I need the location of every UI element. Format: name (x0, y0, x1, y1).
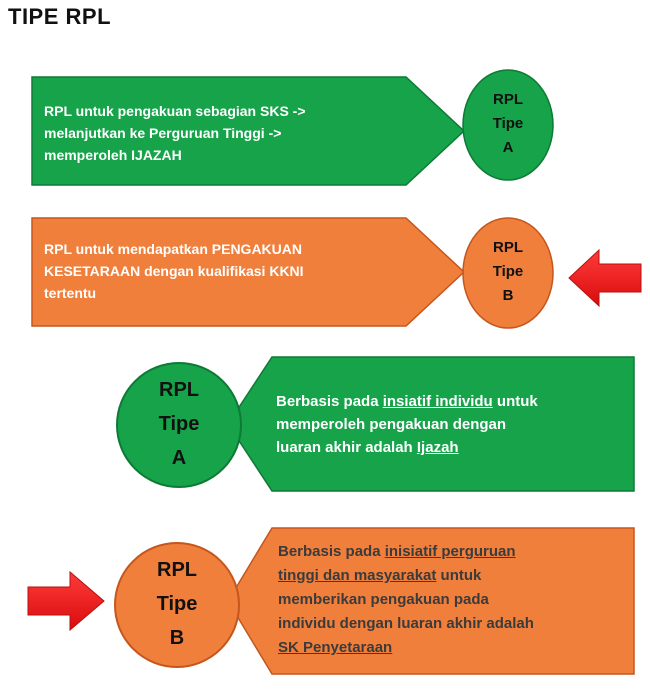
row2-circle-label: RPL Tipe B (492, 239, 524, 304)
row4-circle-label: RPL Tipe B (156, 559, 198, 649)
row3-text (276, 390, 626, 459)
row3-text-line: luaran akhir adalah Ijazah (276, 439, 459, 456)
row1-text-line: melanjutkan ke Perguruan Tinggi -> (44, 125, 282, 141)
row4-text-line: memberikan pengakuan pada (278, 591, 489, 608)
row2-text-line: RPL untuk mendapatkan PENGAKUAN (44, 241, 302, 257)
row3-circle-label: RPL Tipe A (158, 379, 200, 469)
row1-text (44, 100, 434, 166)
row4-text-line: Berbasis pada inisiatif perguruan (278, 543, 516, 560)
row3-text-line: memperoleh pengakuan dengan (276, 416, 507, 433)
row4-text-line: tinggi dan masyarakat untuk (278, 567, 482, 584)
row1-circle-label: RPL Tipe A (492, 91, 524, 156)
right-arrow-icon (26, 570, 106, 632)
page-title: TIPE RPL (8, 4, 112, 29)
left-arrow-icon (567, 248, 643, 308)
row4-text-line: SK Penyetaraan (278, 639, 393, 656)
row1-text-line: memperoleh IJAZAH (44, 147, 182, 163)
row3-text-line: Berbasis pada insiatif individu untuk (276, 393, 538, 410)
row2-text-line: tertentu (44, 285, 97, 301)
row2-text (44, 238, 434, 304)
row1-text-line: RPL untuk pengakuan sebagian SKS -> (44, 103, 306, 119)
row4-text-line: individu dengan luaran akhir adalah (278, 615, 534, 632)
row2-text-line: KESETARAAN dengan kualifikasi KKNI (44, 263, 304, 279)
row4-text (278, 540, 634, 660)
